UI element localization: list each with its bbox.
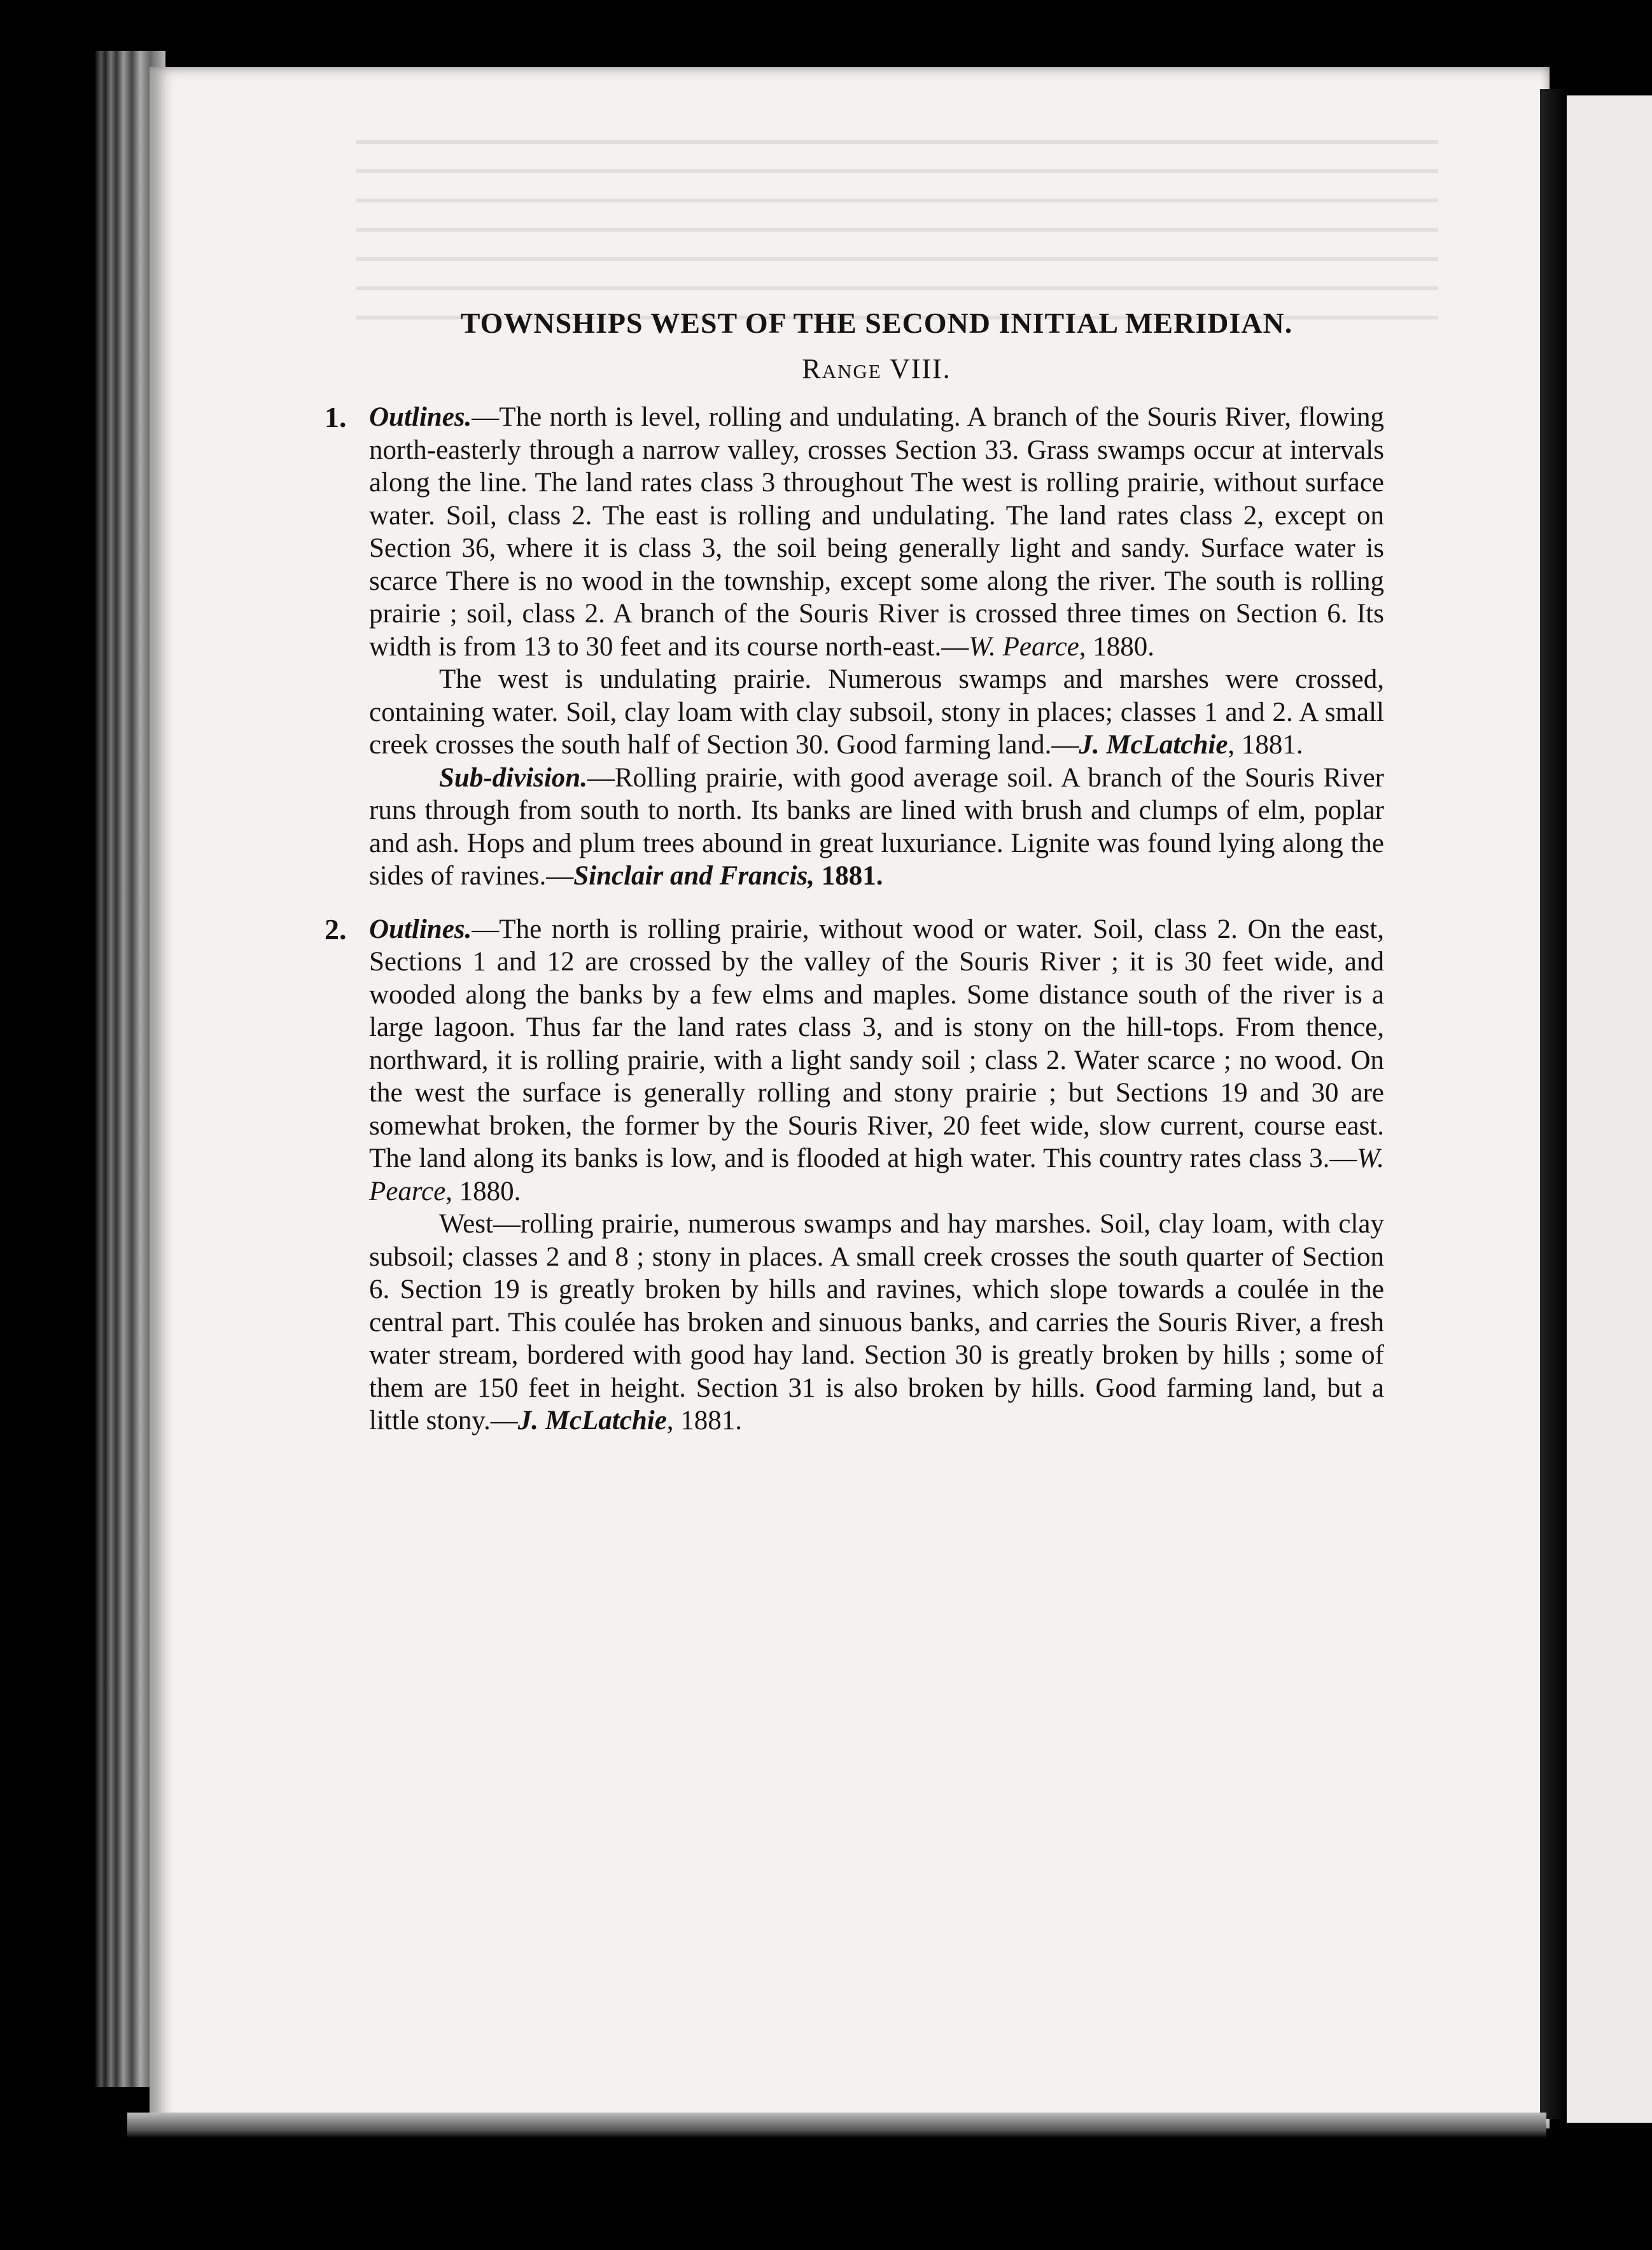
facing-page-edge	[1567, 95, 1652, 2123]
paragraph-author: W. Pearce	[369, 1143, 1384, 1206]
township-entry	[325, 401, 1384, 893]
paragraph-text: —The north is level, rolling and undulating. A branch of the Souris River, flowing north-easterly through a narrow valley, crosses Section 33. Grass swamps occur at intervals along the line. The land rates class 3 throughout The west is rolling prairie, without surface water. Soil, class 2. The east is rolling and undulating. The land rates class 2, except on Section 36, where it is class 3, the soil being generally light and sandy. Surface water is scarce There is no wood in the township, except some along the river. The south is rolling prairie ; soil, class 2. A branch of the Souris River is crossed three times on Section 6. Its width is from 13 to 30 feet and its course north-east.—	[369, 402, 1384, 662]
paragraph-year: , 1881.	[1228, 730, 1303, 760]
paragraph-author: W. Pearce	[969, 631, 1079, 662]
paragraph-text: West—rolling prairie, numerous swamps and hay marshes. Soil, clay loam, with clay subsoil; classes 2 and 8 ; stony in places. A small creek crosses the south quarter of Section 6. Section 19 is greatly broken by hills and ravines, which slope towards a coulée in the central part. This coulée has broken and sinuous banks, and carries the Souris River, a fresh water stream, bordered with good hay land. Section 30 is greatly broken by hills ; some of them are 150 feet in height. Section 31 is also broken by hills. Good farming land, but a little stony.—	[369, 1209, 1384, 1436]
paragraph-year: , 1880.	[445, 1176, 521, 1206]
page-title: TOWNSHIPS WEST OF THE SECOND INITIAL MERIDIAN.	[460, 307, 1293, 339]
paragraph-lead: Outlines.	[369, 914, 472, 944]
paragraph-lead: Sub-division.	[439, 762, 587, 793]
paragraph-year: 1881.	[815, 861, 883, 891]
page-content	[325, 304, 1384, 1458]
township-paragraph	[369, 401, 1384, 663]
township-number: 1.	[325, 401, 347, 433]
page-bottom-edge	[127, 2113, 1546, 2138]
township-paragraph	[369, 913, 1384, 1208]
book-gutter	[1540, 89, 1567, 2119]
range-heading: Range VIII.	[802, 353, 951, 384]
township-paragraph	[369, 663, 1384, 762]
paragraph-year: , 1881.	[666, 1406, 743, 1436]
paragraph-text: —The north is rolling prairie, without wood or water. Soil, class 2. On the east, Sections 1 and 12 are crossed by the valley of the Souris River ; it is 30 feet wide, and wooded along the banks by a few elms and maples. Some distance south of the river is a large lagoon. Thus far the land rates class 3, and is stony on the hill-tops. From thence, northward, it is rolling prairie, with a light sandy soil ; class 2. Water scarce ; no wood. On the west the surface is generally rolling and stony prairie ; but Sections 19 and 30 are somewhat broken, the former by the Souris River, 20 feet wide, slow current, course east. The land along its banks is low, and is flooded at high water. This country rates class 3.—	[369, 914, 1384, 1173]
paragraph-text: The west is undulating prairie. Numerous swamps and marshes were crossed, containing water. Soil, clay loam with clay subsoil, stony in places; classes 1 and 2. A small creek crosses the south half of Section 30. Good farming land.—	[369, 664, 1384, 760]
paragraph-author: J. McLatchie	[517, 1406, 667, 1436]
township-entry	[325, 912, 1384, 1437]
paragraph-text: —Rolling prairie, with good average soil. A branch of the Souris River runs through from south to north. Its banks are lined with brush and clumps of elm, poplar and ash. Hops and plum trees abound in great luxuriance. Lignite was found lying along the sides of ravines.—	[369, 762, 1384, 891]
paragraph-author: J. McLatchie	[1079, 730, 1228, 760]
paragraph-author: Sinclair and Francis,	[573, 861, 815, 891]
township-paragraph	[369, 762, 1384, 893]
paragraph-lead: Outlines.	[369, 402, 472, 432]
township-paragraph	[369, 1208, 1384, 1437]
paragraph-year: , 1880.	[1079, 631, 1155, 662]
show-through-text	[356, 140, 1438, 331]
township-number: 2.	[325, 912, 347, 946]
